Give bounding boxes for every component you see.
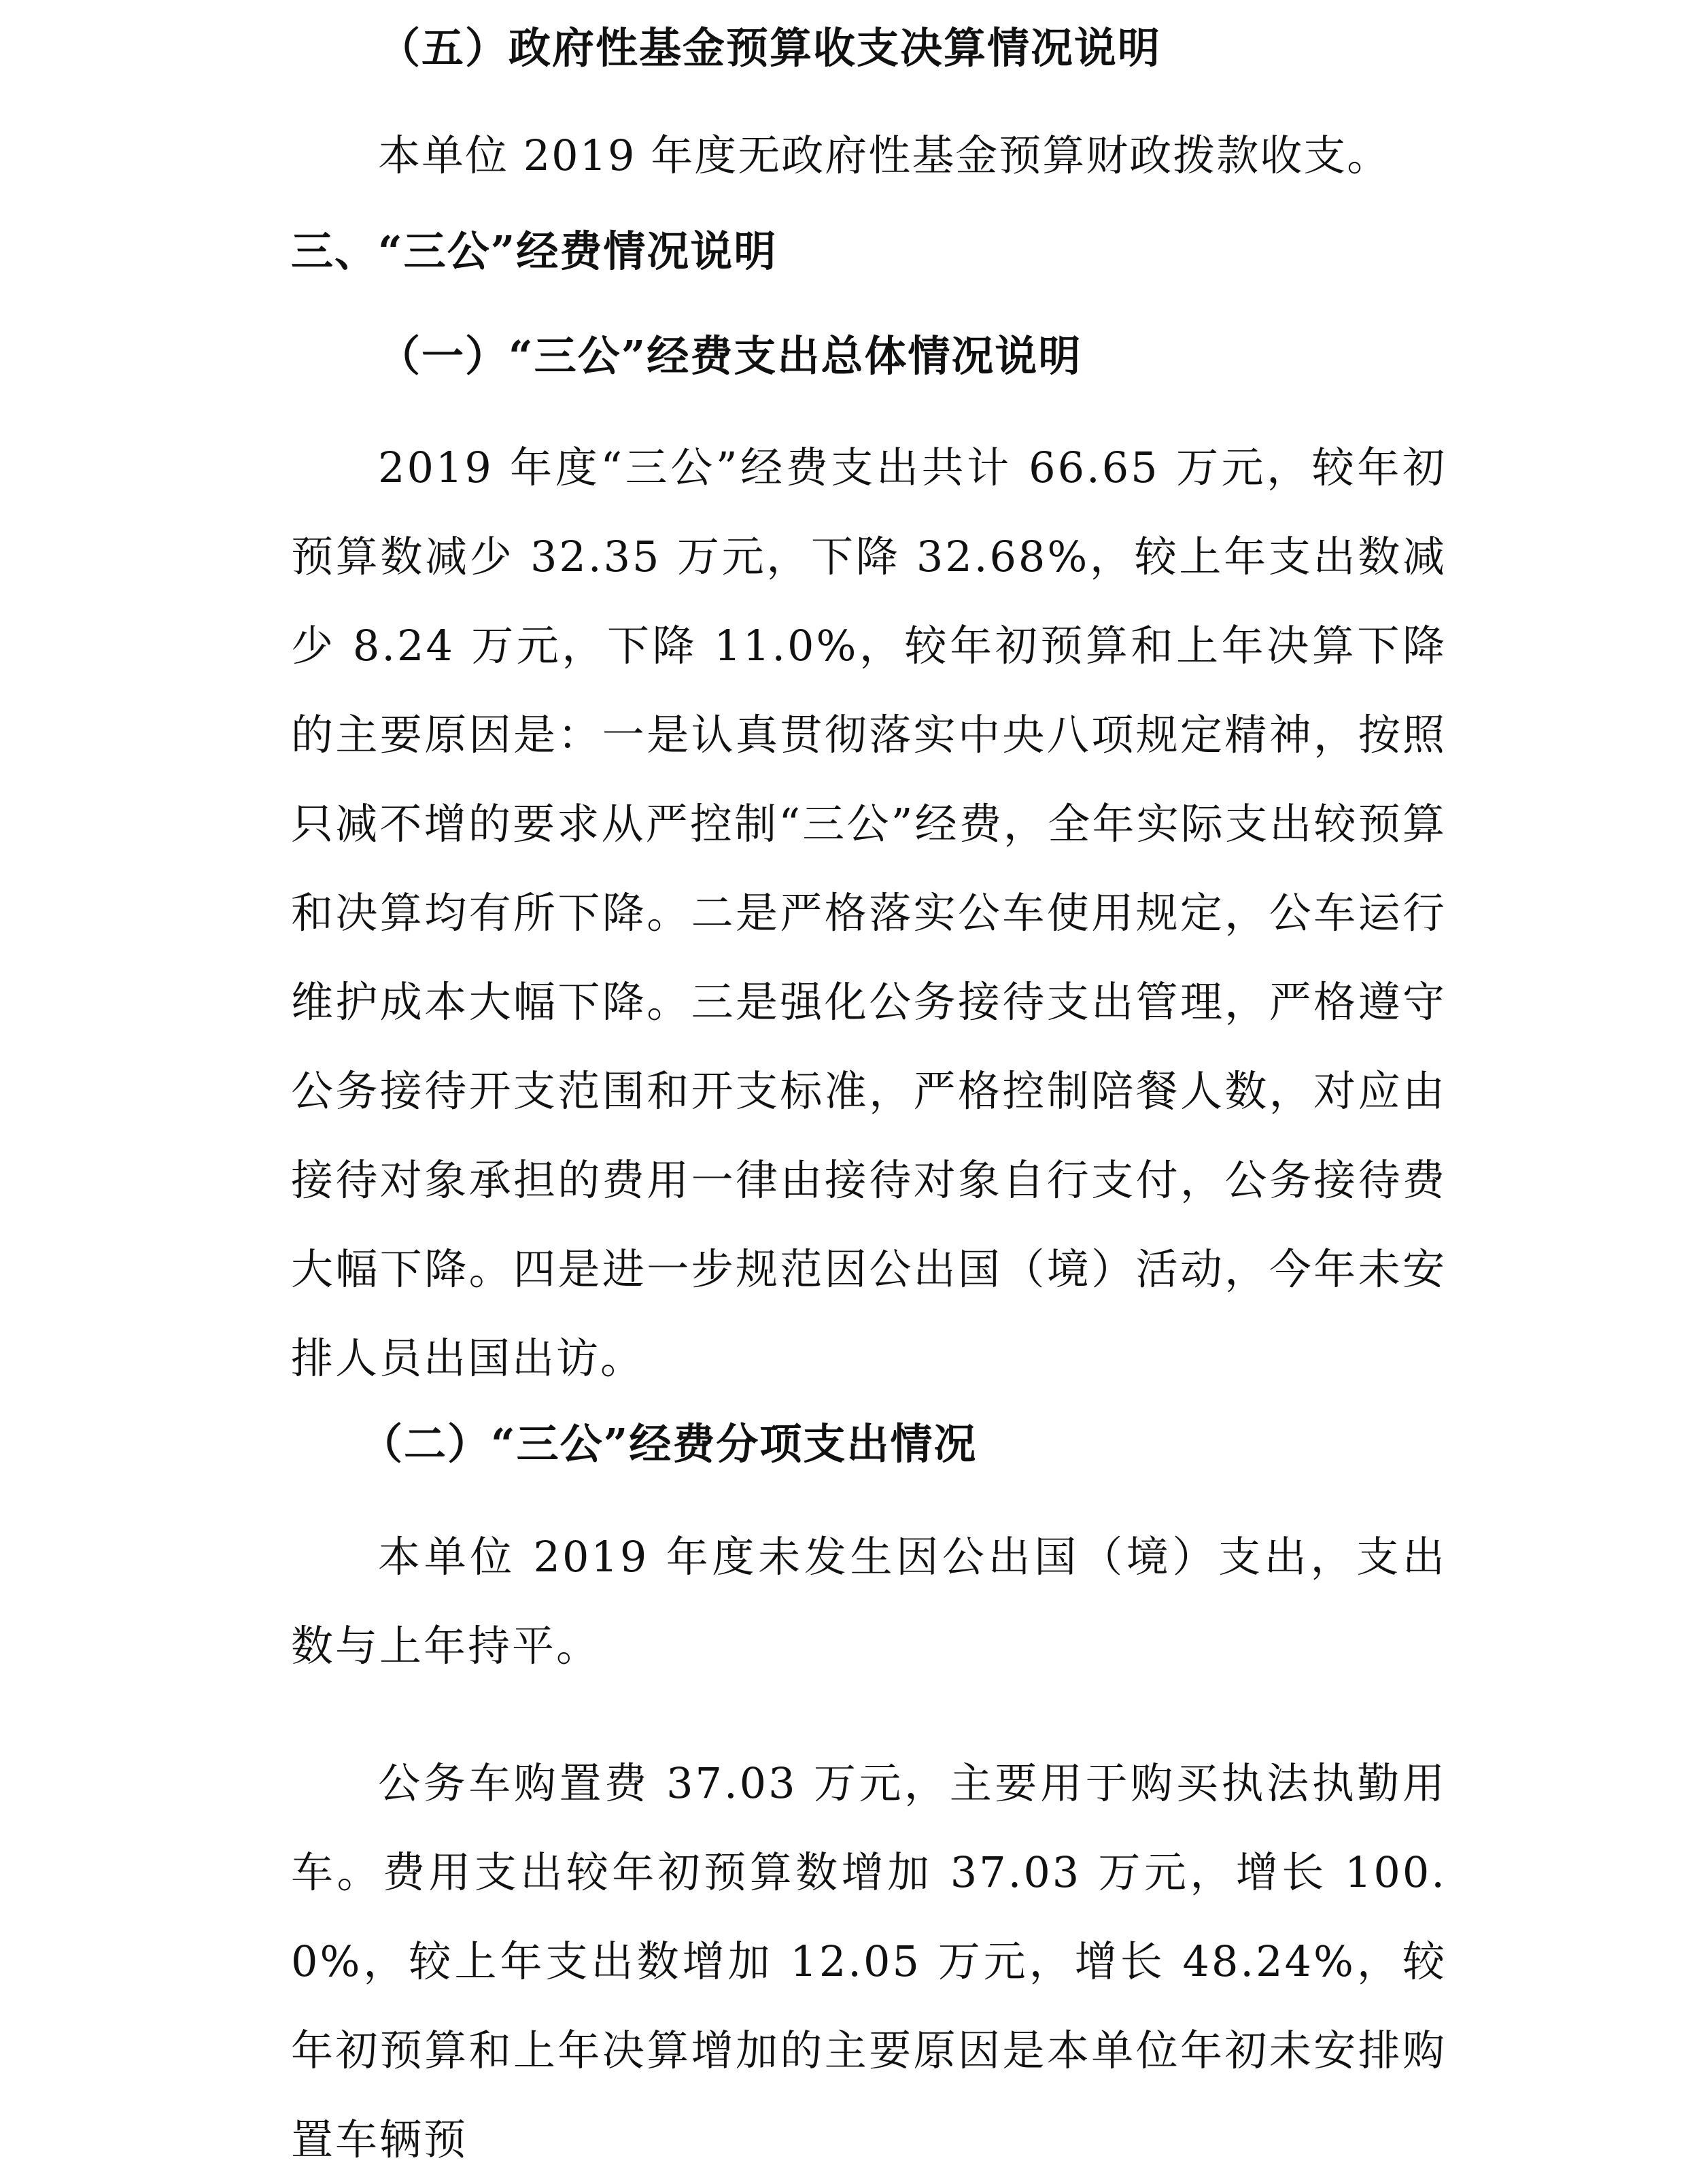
paragraph-overall-expenditure: 2019 年度“三公”经费支出共计 66.65 万元，较年初预算数减少 32.35 万元，下降 32.68%，较上年支出数减少 8.24 万元，下降 11.0%，较年初预算和上年决算下降的主要原因是：一是认真贯彻落实中央八项规定精神，按照只减不增的要求从严控制“三公”经费，全年实际支出较预算和决算均有所下降。二是严格落实公车使用规定，公车运行维护成本大幅下降。三是强化公务接待支出管理，严格遵守公务接待开支范围和开支标准，严格控制陪餐人数，对应由接待对象承担的费用一律由接待对象自行支付，公务接待费大幅下降。四是进一步规范因公出国（境）活动，今年未安排人员出国出访。 <box>291 443 1447 1383</box>
paragraph-abroad-expenditure: 本单位 2019 年度未发生因公出国（境）支出，支出数与上年持平。 <box>291 1532 1447 1671</box>
paragraph-vehicle-purchase: 公务车购置费 37.03 万元，主要用于购买执法执勤用车。费用支出较年初预算数增加 37.03 万元，增长 100.0%，较上年支出数增加 12.05 万元，增长 48.24%，较年初预算和上年决算增加的主要原因是本单位年初未安排购置车辆预 <box>291 1758 1447 2164</box>
paragraph-fund-budget: 本单位 2019 年度无政府性基金预算财政拨款收支。 <box>378 131 1391 180</box>
subsection-heading-itemized: （二）“三公”经费分项支出情况 <box>360 1419 978 1469</box>
section-heading-three-public: 三、“三公”经费情况说明 <box>291 226 778 276</box>
subsection-heading-overall: （一）“三公”经费支出总体情况说明 <box>378 331 1082 381</box>
section-heading-fund-budget: （五）政府性基金预算收支决算情况说明 <box>378 23 1162 73</box>
